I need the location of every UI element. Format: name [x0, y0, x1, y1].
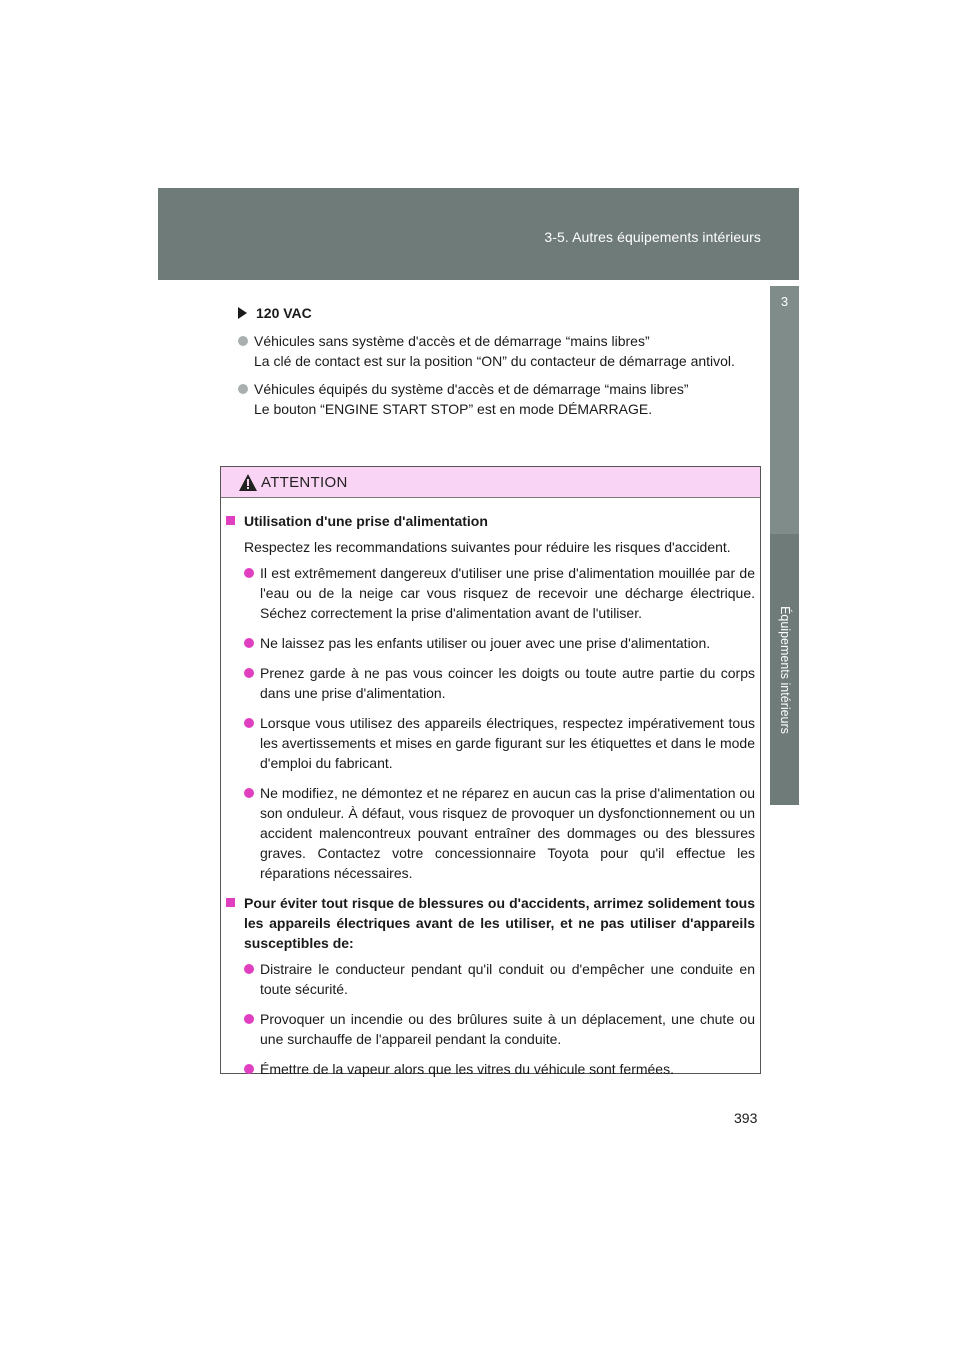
list-item: Ne laissez pas les enfants utiliser ou jouer avec une prise d'alimentation.: [244, 633, 755, 653]
chapter-label: Équipements intérieurs: [777, 605, 792, 734]
list-item: Distraire le conducteur pendant qu'il conduit ou d'empêcher une conduite en toute sécurité.: [244, 959, 755, 999]
list-item: Véhicules équipés du système d'accès et de démarrage “mains libres” Le bouton “ENGINE START STOP” est en mode DÉMARRAGE.: [238, 379, 758, 419]
attention-box: [220, 466, 761, 1077]
list-item: Véhicules sans système d'accès et de démarrage “mains libres” La clé de contact est sur la position “ON” du contacteur de démarrage antivol.: [238, 331, 758, 371]
attention-label: ATTENTION: [261, 474, 348, 491]
attention-header: [221, 467, 760, 498]
section-heading: Pour éviter tout risque de blessures ou d'accidents, arrimez solidement tous les appareils électriques avant de les utiliser, et ne pas utiliser d'appareils susceptibles de:: [244, 895, 755, 951]
bullet-dot-icon: [238, 384, 248, 394]
bullet-dot-icon: [244, 1014, 254, 1024]
list-item: Il est extrêmement dangereux d'utiliser une prise d'alimentation mouillée par de l'eau ou de la neige car vous risquez de recevoir une décharge électrique. Séchez correctement la prise d'alimentation avant de l'utiliser.: [244, 563, 755, 623]
page-number: 393: [734, 1110, 758, 1126]
section-paragraph: Respectez les recommandations suivantes pour réduire les risques d'accident.: [244, 539, 731, 555]
list-item: Prenez garde à ne pas vous coincer les doigts ou toute autre partie du corps dans une prise d'alimentation.: [244, 663, 755, 703]
attention-section: [226, 511, 755, 883]
bullet-dot-icon: [244, 964, 254, 974]
list-item: Émettre de la vapeur alors que les vitres du véhicule sont fermées.: [244, 1059, 755, 1079]
bullet-dot-icon: [244, 668, 254, 678]
chapter-side-tab: [770, 286, 799, 805]
bullet-dot-icon: [244, 638, 254, 648]
bullet-dot-icon: [244, 1064, 254, 1074]
subheading: 120 VAC: [238, 305, 758, 321]
bullet-dot-icon: [244, 568, 254, 578]
square-bullet-icon: [226, 516, 235, 525]
bullet-dot-icon: [244, 718, 254, 728]
triangle-right-icon: [238, 307, 247, 319]
attention-section: [226, 893, 755, 1079]
section-title: 3-5. Autres équipements intérieurs: [544, 229, 761, 245]
square-bullet-icon: [226, 898, 235, 907]
warning-triangle-icon: [239, 474, 257, 491]
list-item: Provoquer un incendie ou des brûlures suite à un déplacement, une chute ou une surchauffe de l'appareil pendant la conduite.: [244, 1009, 755, 1049]
list-item: Lorsque vous utilisez des appareils électriques, respectez impérativement tous les avertissements et mises en garde figurant sur les étiquettes et dans le mode d'emploi du fabricant.: [244, 713, 755, 773]
section-heading: Utilisation d'une prise d'alimentation: [244, 513, 488, 529]
list-item: Ne modifiez, ne démontez et ne réparez en aucun cas la prise d'alimentation ou son onduleur. À défaut, vous risquez de provoquer un dysfonctionnement ou un accident malencontreux pouvant entraîner des dommages ou des blessures graves. Contactez votre concessionnaire Toyota pour qu'il effectue les réparations nécessaires.: [244, 783, 755, 883]
bullet-dot-icon: [238, 336, 248, 346]
chapter-number: 3: [770, 286, 799, 534]
header-band: [158, 188, 799, 280]
attention-body: [221, 498, 760, 1079]
intro-block: [238, 305, 758, 427]
bullet-dot-icon: [244, 788, 254, 798]
